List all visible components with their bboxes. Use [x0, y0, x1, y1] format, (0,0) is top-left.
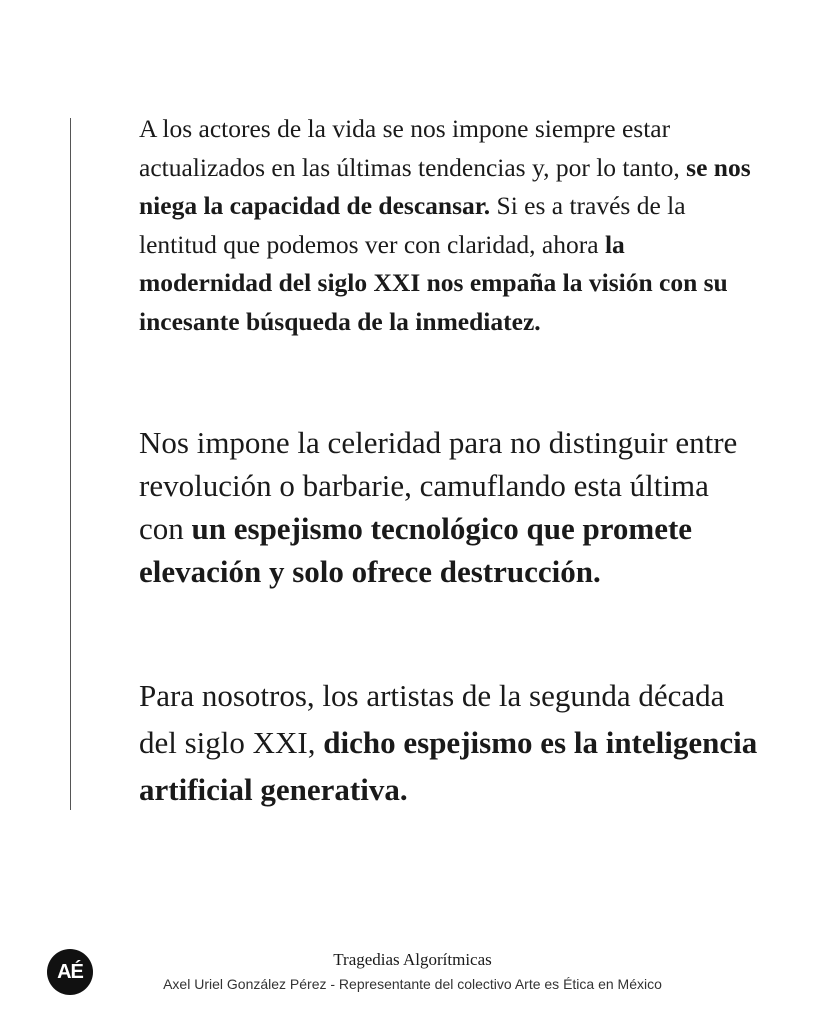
- p3-seg-1: dicho espejismo es la inteligencia artificial generativa.: [139, 725, 758, 807]
- footer-subtitle: Axel Uriel González Pérez - Representante del colectivo Arte es Ética en México: [163, 976, 662, 992]
- paragraph-1: [139, 110, 759, 341]
- p1-seg-2: Si es a través de la lentitud que podemos ver con claridad, ahora: [139, 191, 686, 259]
- p3-seg-0: Para nosotros, los artistas de la segunda década del siglo XXI,: [139, 678, 725, 760]
- p1-seg-3: la modernidad del siglo XXI nos empaña la visión con su incesante búsqueda de la inmediatez.: [139, 229, 728, 336]
- p2-seg-0: Nos impone la celeridad para no distinguir entre revolución o barbarie, camuflando esta última con: [139, 425, 738, 546]
- vertical-rule: [70, 118, 71, 810]
- p2-seg-1: un espejismo tecnológico que promete elevación y solo ofrece destrucción.: [139, 511, 693, 589]
- ae-logo: AÉ: [47, 949, 93, 995]
- p1-seg-0: A los actores de la vida se nos impone siempre estar actualizados en las últimas tendencias y, por lo tanto,: [139, 114, 687, 182]
- paragraph-2: [139, 421, 759, 593]
- footer-title: Tragedias Algorítmicas: [333, 950, 492, 969]
- p1-seg-1: se nos niega la capacidad de descansar.: [139, 152, 751, 220]
- paragraph-3: [139, 672, 759, 813]
